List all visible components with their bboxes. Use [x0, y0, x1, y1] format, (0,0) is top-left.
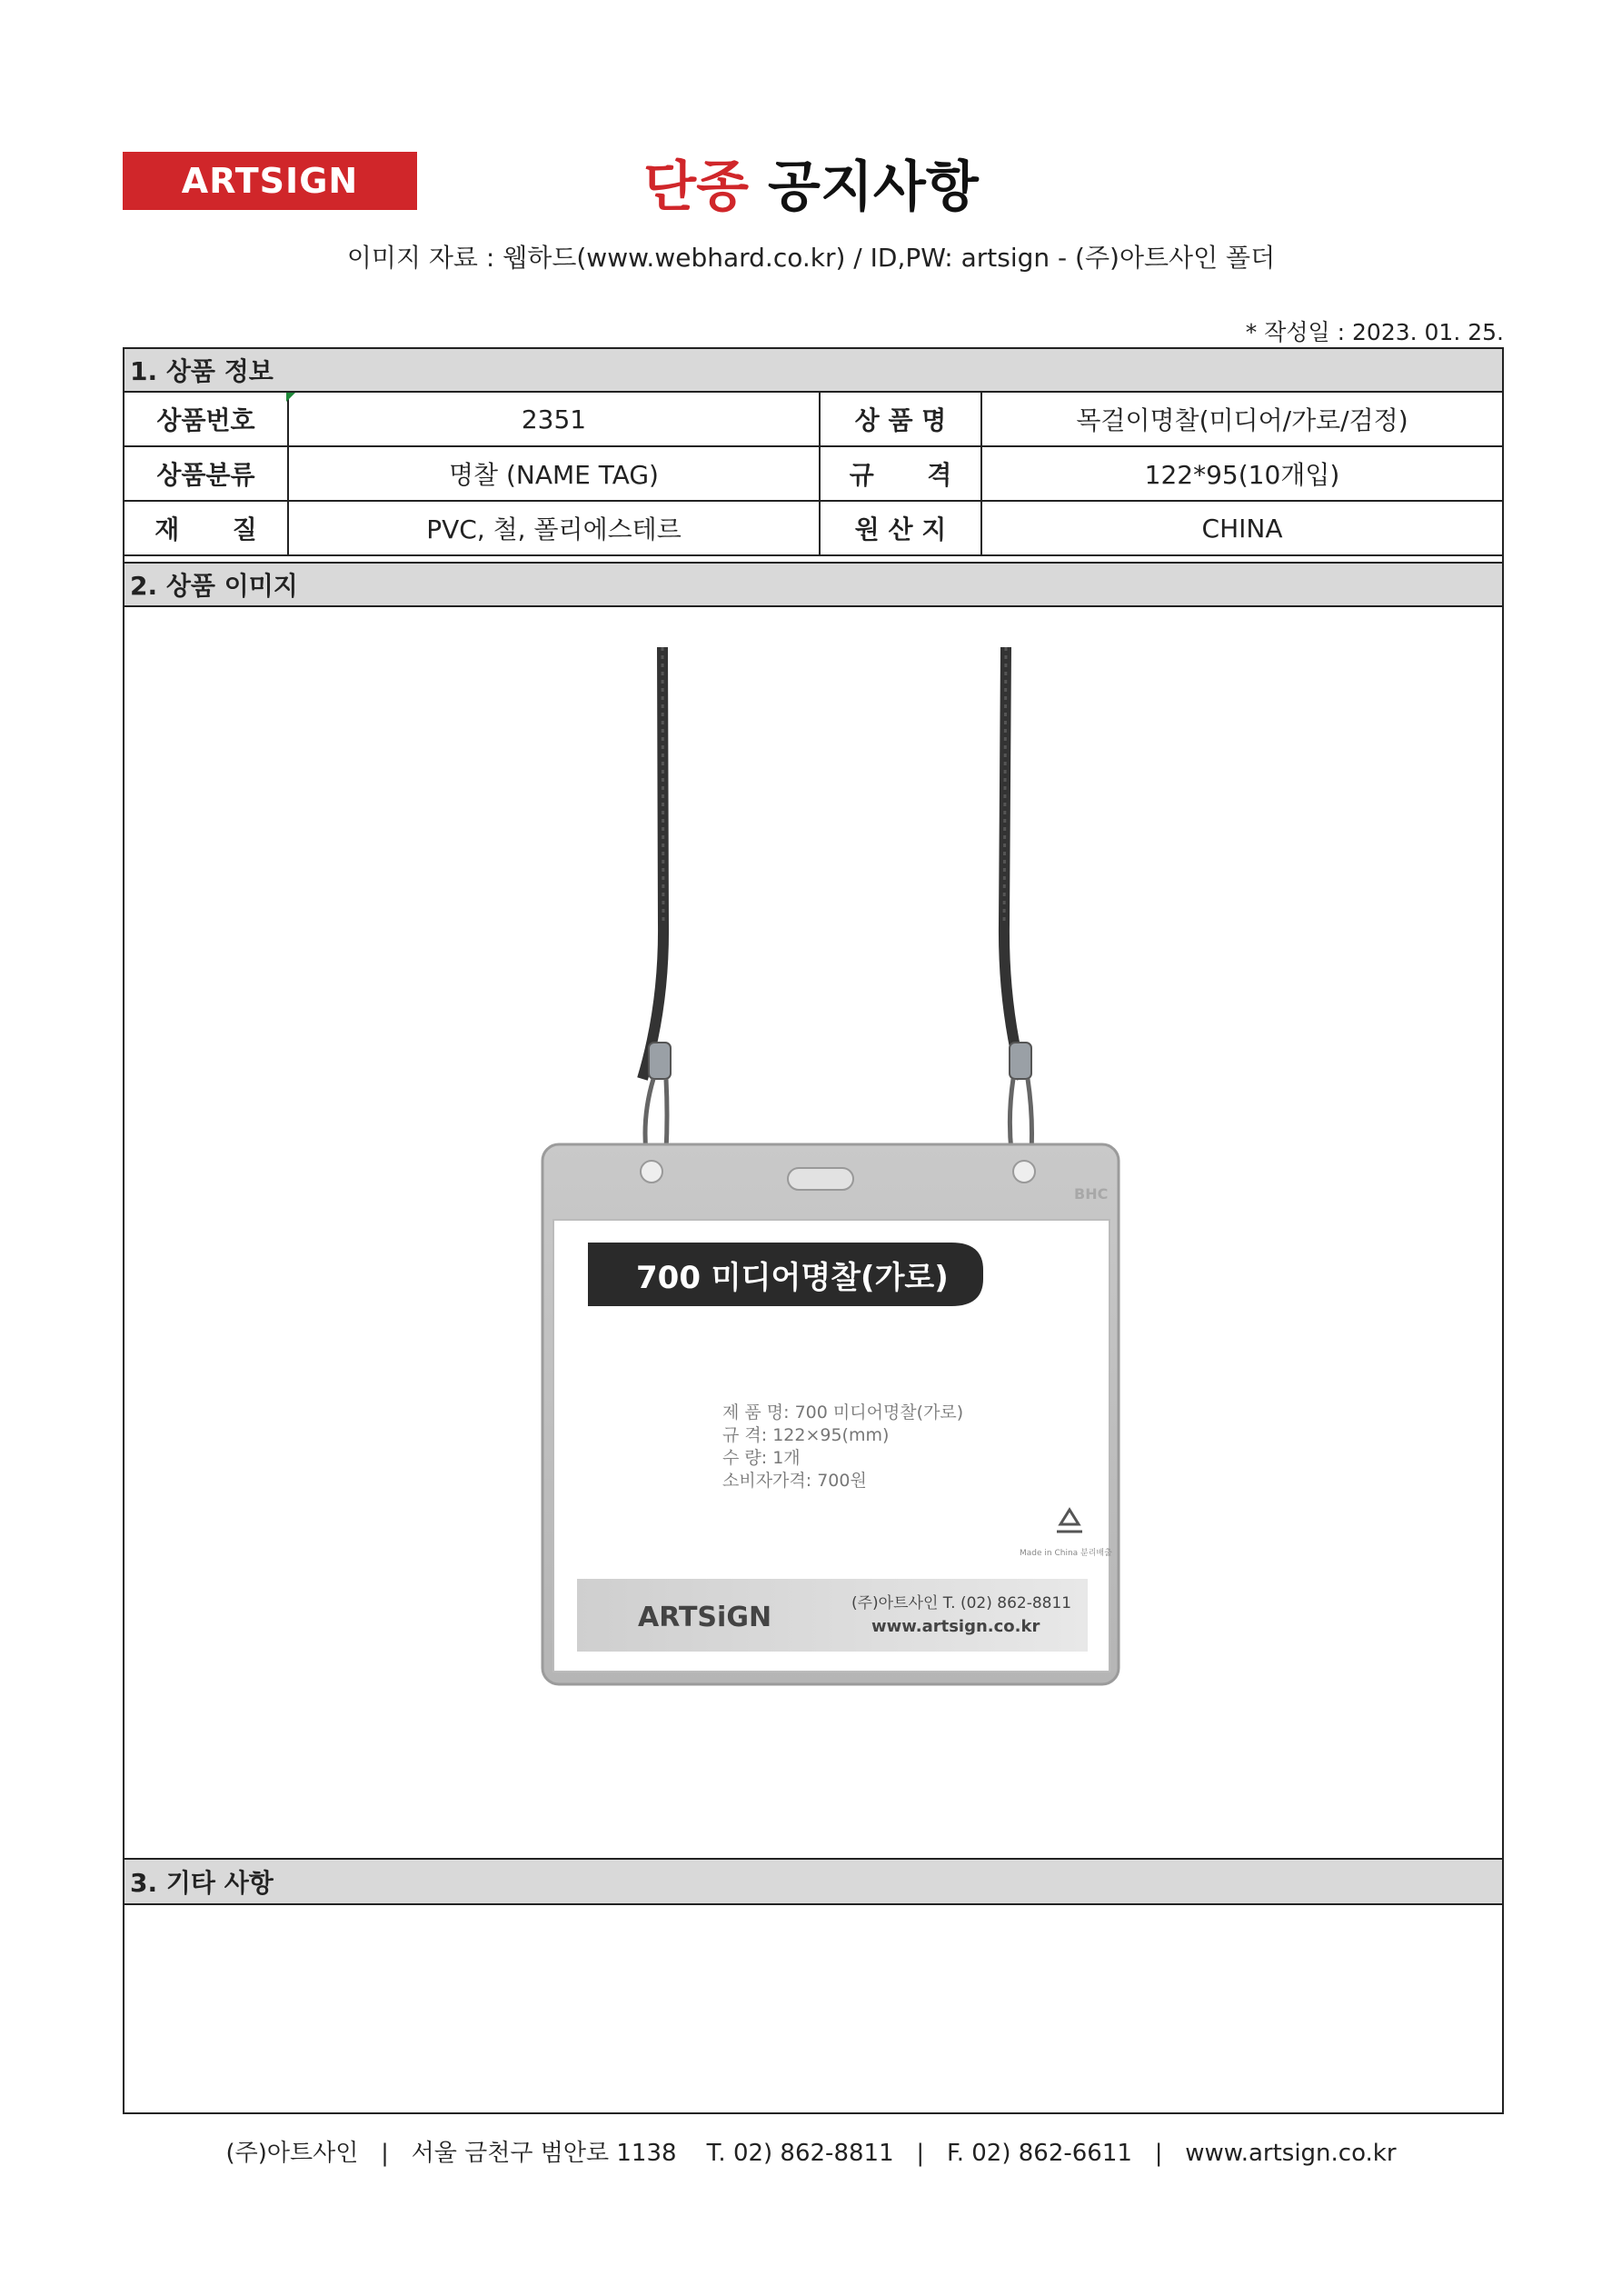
cell-comment-marker: [286, 393, 295, 402]
card-line-2: 규 격: 122×95(mm): [722, 1425, 890, 1445]
card-title: 700 미디어명찰(가로): [636, 1260, 949, 1296]
card-url: www.artsign.co.kr: [871, 1617, 1040, 1636]
recycle-text: Made in China 분리배출: [1020, 1549, 1112, 1558]
product-image-area: [124, 606, 1502, 1859]
etc-content-area: [124, 1905, 1502, 2112]
product-no-label: 상품번호: [124, 393, 288, 446]
product-name-label: 상 품 명: [820, 393, 981, 446]
material-label: 재 질: [124, 501, 288, 555]
card-line-4: 소비자가격: 700원: [722, 1471, 867, 1491]
name-tag-holder-icon: [542, 1144, 1119, 1684]
image-source-line: 이미지 자료 : 웹하드(www.webhard.co.kr) / ID,PW: artsign - (주)아트사인 폴더: [346, 243, 1276, 273]
origin-label: 원 산 지: [820, 501, 981, 555]
product-name-value: 목걸이명찰(미디어/가로/검정): [981, 393, 1502, 446]
section-product-image-title: 2. 상품 이미지: [124, 562, 1502, 607]
holder-mark: BHC: [1074, 1185, 1109, 1203]
spec-label: 규 격: [820, 446, 981, 501]
artsign-logo: ARTSIGN: [123, 152, 417, 210]
table-row: [124, 393, 1502, 446]
section-etc-title: 3. 기타 사항: [124, 1858, 1502, 1905]
card-line-3: 수 량: 1개: [722, 1448, 801, 1468]
card-company: (주)아트사인 T. (02) 862-8811: [851, 1594, 1072, 1612]
category-label: 상품분류: [124, 446, 288, 501]
notice-box: [123, 347, 1504, 2114]
table-row: [124, 446, 1502, 501]
origin-value: CHINA: [981, 501, 1502, 555]
material-value: PVC, 철, 폴리에스테르: [288, 501, 820, 555]
section-product-info-title: 1. 상품 정보: [124, 349, 1502, 393]
product-photo: [124, 606, 1502, 1859]
table-row: [124, 501, 1502, 555]
product-info-table: [124, 393, 1502, 556]
lanyard-icon: [642, 647, 1032, 1159]
card-line-1: 제 품 명: 700 미디어명찰(가로): [722, 1403, 964, 1423]
title-discontinued: 단종: [643, 155, 750, 219]
product-no-value: 2351: [288, 393, 820, 446]
card-brand: ARTSiGN: [638, 1602, 772, 1633]
written-date: * 작성일 : 2023. 01. 25.: [1245, 319, 1504, 345]
title-notice: 공지사항: [767, 155, 979, 219]
spec-value: 122*95(10개입): [981, 446, 1502, 501]
category-value: 명찰 (NAME TAG): [288, 446, 820, 501]
page-title: [0, 144, 1622, 222]
footer-contact: (주)아트사인 | 서울 금천구 범안로 1138 T. 02) 862-8811 | F. 02) 862-6611 | www.artsign.co.kr: [225, 2140, 1397, 2167]
